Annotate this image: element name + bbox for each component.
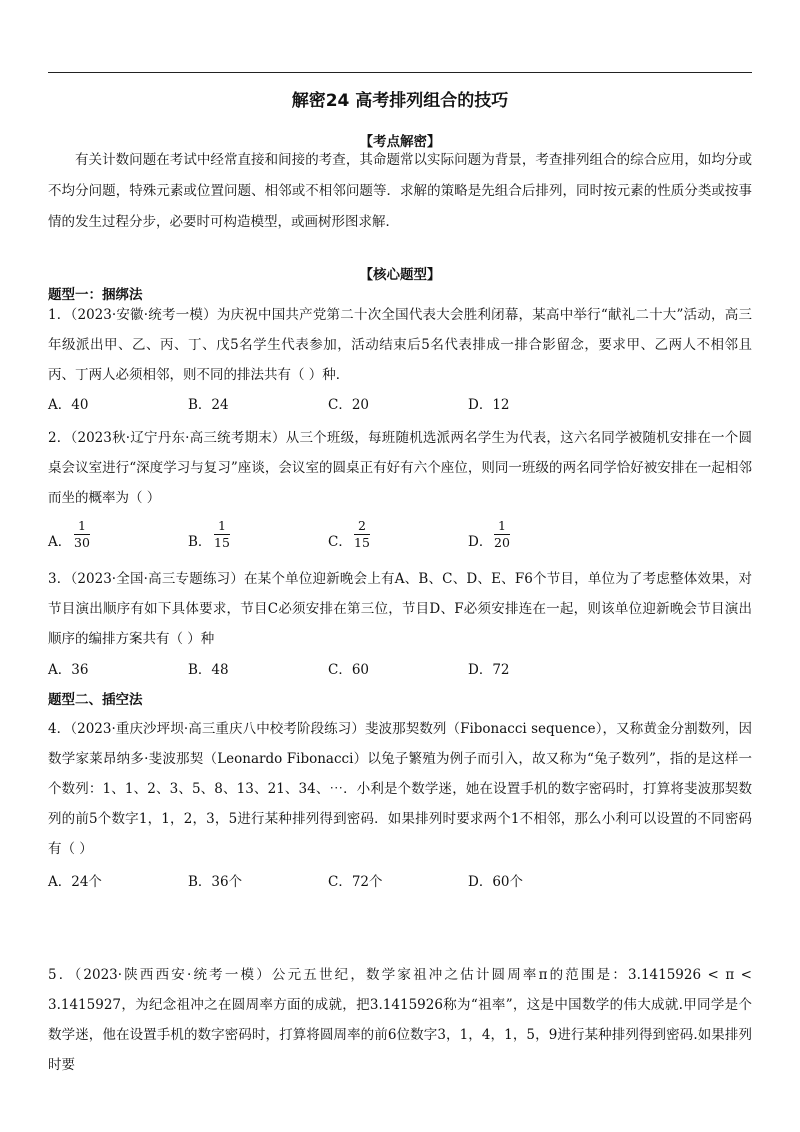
- question-1: 1．（2023·安徽·统考一模）为庆祝中国共产党第二十次全国代表大会胜利闭幕，某高中举行“献礼二十大”活动，高三年级派出甲、乙、丙、丁、戊5名学生代表参加，活动结束后5名代表排成一排合影留念，要求甲、乙两人不相邻且丙、丁两人必须相邻，则不同的排法共有（ ）种．: [48, 307, 752, 383]
- section-heading-hexin: 【核心题型】: [359, 267, 441, 283]
- fraction-denominator: 15: [214, 535, 230, 550]
- question-3-options: [48, 658, 752, 688]
- option-b: B．36个: [188, 874, 243, 890]
- option-b: B．24: [188, 397, 229, 413]
- option-letter: C．: [328, 534, 352, 550]
- fraction-denominator: 15: [354, 535, 370, 550]
- fraction-denominator: 20: [494, 535, 510, 550]
- question-4: 4．（2023·重庆沙坪坝·高三重庆八中校考阶段练习）斐波那契数列（Fibonacci sequence），又称黄金分割数列，因数学家莱昂纳多·斐波那契（Leonardo Fibonacci）以兔子繁殖为例子而引入，故又称为“兔子数列”，指的是这样一个数列：1、1、2、3、5、8、13、21、34、⋯．小利是个数学迷，她在设置手机的数字密码时，打算将斐波那契数列的前5个数字1，1，2，3，5进行某种排列得到密码．如果排列时要求两个1不相邻，那么小利可以设置的不同密码有（ ）: [48, 721, 752, 857]
- type-heading-1: 题型一：捆绑法: [48, 287, 143, 303]
- fraction: [494, 518, 510, 551]
- question-4-options: [48, 870, 752, 900]
- type-heading-2: 题型二、插空法: [48, 692, 143, 708]
- intro-paragraph: 有关计数问题在考试中经常直接和间接的考查，其命题常以实际问题为背景，考查排列组合的综合应用，如均分或不均分问题，特殊元素或位置问题、相邻或不相邻问题等．求解的策略是先组合后排列，同时按元素的性质分类或按事情的发生过程分步，必要时可构造模型，或画树形图求解．: [48, 152, 752, 230]
- fraction-numerator: 1: [494, 518, 510, 535]
- fraction-numerator: 2: [354, 518, 370, 535]
- fraction: [214, 518, 230, 551]
- option-d: D．72: [468, 662, 510, 678]
- fraction: [74, 518, 90, 551]
- option-letter: B．: [188, 534, 212, 550]
- question-1-options: [48, 393, 752, 423]
- option-c: C．60: [328, 662, 370, 678]
- option-a: A．36: [48, 662, 89, 678]
- option-c: C．20: [328, 397, 370, 413]
- fraction-denominator: 30: [74, 535, 90, 550]
- option-d: D．60个: [468, 874, 524, 890]
- option-d: D．12: [468, 397, 510, 413]
- option-letter: D．: [468, 534, 493, 550]
- question-5: 5．（2023·陕西西安·统考一模）公元五世纪，数学家祖冲之估计圆周率π的范围是：3.1415926 < π < 3.1415927，为纪念祖冲之在圆周率方面的成就，把3.1415926称为“祖率”，这是中国数学的伟大成就.甲同学是个数学迷，他在设置手机的数字密码时，打算将圆周率的前6位数字3，1，4，1，5，9进行某种排列得到密码.如果排列时要: [48, 967, 752, 1073]
- fraction-numerator: 1: [214, 518, 230, 535]
- page-title: 解密24 高考排列组合的技巧: [291, 91, 509, 111]
- option-a: A．24个: [48, 874, 102, 890]
- option-letter: A．: [48, 534, 72, 550]
- question-3: 3．（2023·全国·高三专题练习）在某个单位迎新晚会上有A、B、C、D、E、F6个节目，单位为了考虑整体效果，对节目演出顺序有如下具体要求，节目C必须安排在第三位，节目D、F必须安排连在一起，则该单位迎新晚会节目演出顺序的编排方案共有（ ）种: [48, 571, 752, 647]
- question-2-options: [48, 518, 752, 556]
- header-rule: [48, 72, 752, 73]
- option-b: B．48: [188, 662, 229, 678]
- option-a: A．40: [48, 397, 89, 413]
- question-2: 2．（2023秋·辽宁丹东·高三统考期末）从三个班级，每班随机选派两名学生为代表，这六名同学被随机安排在一个圆桌会议室进行“深度学习与复习”座谈，会议室的圆桌正有好有六个座位，则同一班级的两名同学恰好被安排在一起相邻而坐的概率为（ ）: [48, 430, 752, 506]
- option-c: C．72个: [328, 874, 383, 890]
- section-heading-kaodian: 【考点解密】: [359, 134, 441, 150]
- fraction: [354, 518, 370, 551]
- fraction-numerator: 1: [74, 518, 90, 535]
